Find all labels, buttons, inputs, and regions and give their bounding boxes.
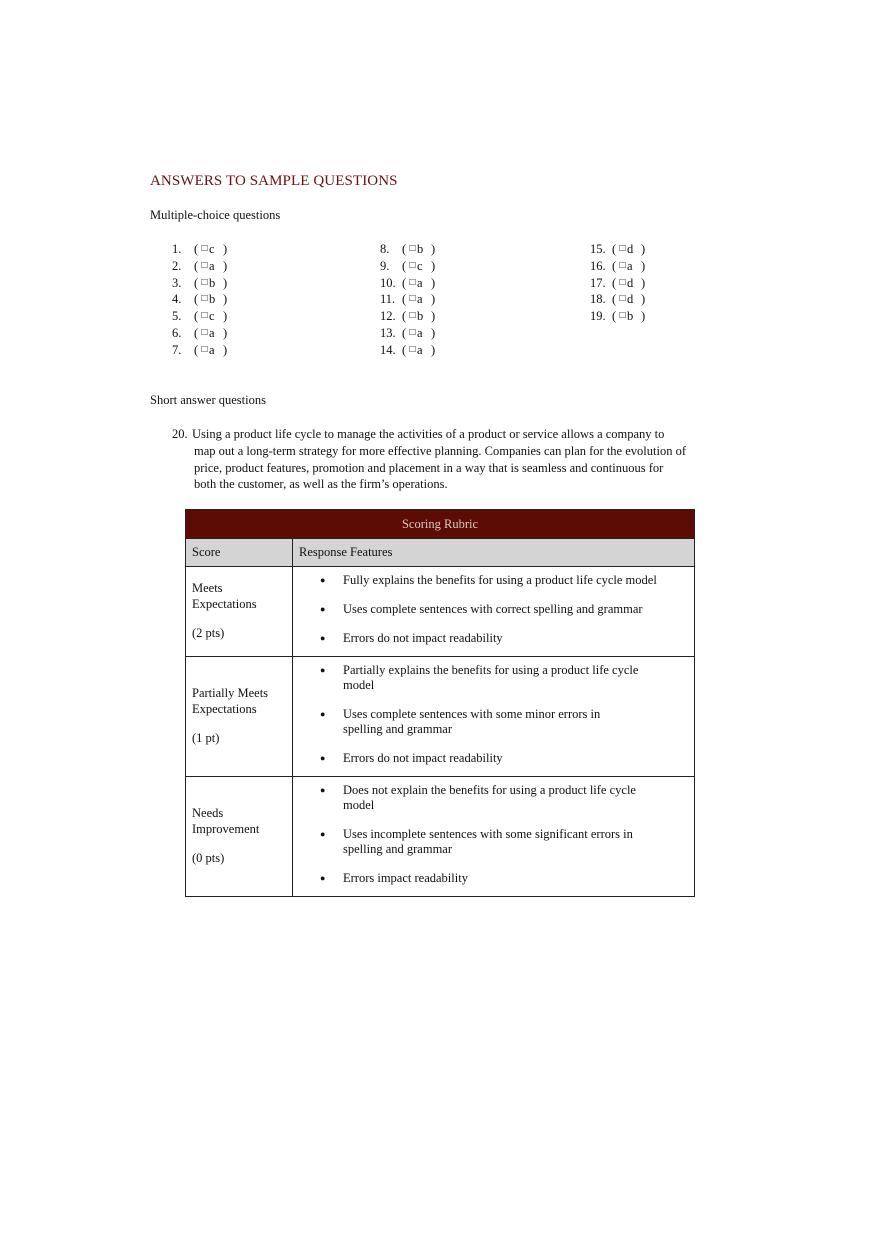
rubric-row: [186, 777, 695, 897]
features-cell: [293, 777, 695, 897]
checkbox-icon: □: [619, 293, 626, 305]
scoring-rubric-table: [185, 509, 695, 897]
paren-open: (: [194, 309, 199, 324]
answer-line: both the customer, as well as the firm’s operations.: [194, 477, 448, 492]
answer-letter: d: [627, 242, 634, 256]
question-number: 6.: [172, 325, 182, 340]
paren-open: (: [194, 342, 199, 357]
checkbox-icon: □: [409, 310, 416, 322]
paren-open: (: [194, 325, 199, 340]
paren-open: (: [402, 309, 407, 324]
checkbox-icon: □: [619, 276, 626, 288]
paren-close: ): [431, 325, 436, 340]
paren-close: ): [641, 275, 646, 290]
answer-letter: b: [627, 309, 634, 324]
feature-item: ● Uses complete sentences with some minor errors in spelling and grammar: [293, 707, 639, 737]
answer-row: [380, 275, 435, 292]
paren-close: ): [223, 292, 228, 307]
paren-open: (: [612, 242, 617, 256]
answer-letter: b: [417, 309, 424, 324]
header-score: Score: [186, 539, 293, 567]
paren-close: ): [431, 292, 436, 307]
question-number: 1.: [172, 242, 182, 256]
level-points: (1 pt): [192, 731, 220, 746]
paren-open: (: [612, 258, 617, 273]
paren-close: ): [431, 242, 436, 256]
paren-close: ): [223, 242, 228, 256]
question-number: 10.: [380, 275, 396, 290]
answers-column-3: [590, 241, 645, 325]
level-points: (2 pts): [192, 626, 225, 641]
checkbox-icon: □: [201, 243, 208, 254]
question-number: 13.: [380, 325, 396, 340]
paren-open: (: [194, 292, 199, 307]
question-number: 9.: [380, 258, 390, 273]
question-number: 12.: [380, 309, 396, 324]
checkbox-icon: □: [409, 293, 416, 305]
checkbox-icon: □: [619, 259, 626, 271]
checkbox-icon: □: [409, 326, 416, 338]
paren-open: (: [612, 275, 617, 290]
level-name: Meets: [192, 581, 223, 596]
answer-letter: a: [417, 292, 423, 307]
page-title: ANSWERS TO SAMPLE QUESTIONS: [150, 173, 398, 189]
checkbox-icon: □: [409, 343, 416, 355]
question-number: 4.: [172, 292, 182, 307]
item-number: 20.: [172, 427, 188, 441]
level-name: Improvement: [192, 821, 260, 836]
checkbox-icon: □: [201, 276, 208, 288]
paren-close: ): [641, 258, 646, 273]
paren-open: (: [612, 292, 617, 307]
answer-row: [590, 291, 645, 308]
paren-close: ): [431, 258, 436, 273]
question-number: 19.: [590, 309, 606, 324]
paren-open: (: [194, 258, 199, 273]
checkbox-icon: □: [201, 310, 208, 322]
feature-item: ● Does not explain the benefits for using a product life cycle model: [293, 783, 639, 813]
answer-line: price, product features, promotion and placement in a way that is seamless and continuous for: [194, 460, 664, 475]
answer-row: [380, 308, 435, 325]
paren-close: ): [641, 292, 646, 307]
paren-open: (: [402, 258, 407, 273]
checkbox-icon: □: [409, 243, 416, 254]
answer-letter: a: [627, 258, 633, 273]
checkbox-icon: □: [201, 326, 208, 338]
answer-row: [380, 241, 435, 258]
answer-row: [172, 291, 227, 308]
level-name: Needs: [192, 806, 224, 821]
paren-close: ): [223, 275, 228, 290]
multiple-choice-label: Multiple-choice questions: [150, 208, 281, 222]
checkbox-icon: □: [409, 259, 416, 271]
paren-close: ): [223, 342, 228, 357]
paren-close: ): [431, 275, 436, 290]
answer-letter: b: [209, 275, 216, 290]
score-level-cell: [186, 567, 293, 657]
answer-letter: c: [417, 258, 423, 273]
paren-open: (: [402, 242, 407, 256]
paren-close: ): [431, 309, 436, 324]
score-level-cell: [186, 657, 293, 777]
paren-open: (: [402, 325, 407, 340]
checkbox-icon: □: [619, 310, 626, 322]
question-number: 7.: [172, 342, 182, 357]
rubric-header-row: [186, 539, 695, 567]
checkbox-icon: □: [201, 259, 208, 271]
answer-letter: a: [209, 342, 215, 357]
short-answer-item: [172, 426, 692, 493]
answer-letter: a: [417, 342, 423, 357]
answer-row: [380, 325, 435, 342]
answer-row: [380, 258, 435, 275]
paren-close: ): [641, 309, 646, 324]
checkbox-icon: □: [409, 276, 416, 288]
answer-letter: b: [417, 242, 424, 256]
question-number: 14.: [380, 342, 396, 357]
question-number: 8.: [380, 242, 390, 256]
answer-letter: a: [209, 325, 215, 340]
answers-column-2: [380, 241, 435, 359]
answer-letter: c: [209, 309, 215, 324]
answer-row: [172, 325, 227, 342]
answer-line: Using a product life cycle to manage the activities of a product or service allows a company to: [192, 427, 665, 441]
checkbox-icon: □: [201, 343, 208, 355]
level-name: Expectations: [192, 701, 257, 716]
question-number: 2.: [172, 258, 182, 273]
features-cell: [293, 567, 695, 657]
question-number: 5.: [172, 309, 182, 324]
paren-open: (: [402, 275, 407, 290]
level-name: Expectations: [192, 596, 257, 611]
answer-line: map out a long-term strategy for more effective planning. Companies can plan for the evolution of: [194, 443, 686, 458]
feature-item: ● Errors do not impact readability: [293, 631, 686, 646]
paren-close: ): [641, 242, 646, 256]
score-level-cell: [186, 777, 293, 897]
answer-row: [172, 308, 227, 325]
level-name: Partially Meets: [192, 686, 269, 701]
answer-row: [172, 275, 227, 292]
rubric-row: [186, 567, 695, 657]
answer-row: [172, 342, 227, 359]
answer-letter: b: [209, 292, 216, 307]
answer-letter: d: [627, 275, 634, 290]
header-response-features: Response Features: [293, 539, 695, 567]
answer-letter: d: [627, 292, 634, 307]
paren-open: (: [402, 342, 407, 357]
feature-item: ● Errors impact readability: [293, 871, 639, 886]
answer-letter: a: [417, 275, 423, 290]
paren-open: (: [194, 275, 199, 290]
paren-close: ): [223, 258, 228, 273]
feature-item: ● Errors do not impact readability: [293, 751, 639, 766]
answer-row: [380, 291, 435, 308]
answer-letter: a: [417, 325, 423, 340]
answer-row: [590, 241, 645, 258]
level-points: (0 pts): [192, 851, 225, 866]
paren-close: ): [223, 325, 228, 340]
paren-open: (: [612, 309, 617, 324]
question-number: 17.: [590, 275, 606, 290]
answer-row: [590, 308, 645, 325]
paren-open: (: [402, 292, 407, 307]
answer-row: [590, 258, 645, 275]
question-number: 16.: [590, 258, 606, 273]
question-number: 11.: [380, 292, 396, 307]
paren-close: ): [223, 309, 228, 324]
question-number: 15.: [590, 242, 606, 256]
checkbox-icon: □: [619, 243, 626, 254]
answer-row: [172, 258, 227, 275]
feature-item: ● Fully explains the benefits for using a product life cycle model: [293, 573, 686, 588]
feature-item: ● Uses incomplete sentences with some significant errors in spelling and grammar: [293, 827, 639, 857]
answer-letter: a: [209, 258, 215, 273]
checkbox-icon: □: [201, 293, 208, 305]
rubric-row: [186, 657, 695, 777]
feature-item: ● Partially explains the benefits for using a product life cycle model: [293, 663, 639, 693]
answer-row: [380, 342, 435, 359]
answer-letter: c: [209, 242, 215, 256]
features-cell: [293, 657, 695, 777]
short-answer-label: Short answer questions: [150, 393, 266, 407]
feature-item: ● Uses complete sentences with correct spelling and grammar: [293, 602, 686, 617]
question-number: 18.: [590, 292, 606, 307]
rubric-title: Scoring Rubric: [186, 510, 695, 539]
answers-column-1: [172, 241, 227, 359]
paren-close: ): [431, 342, 436, 357]
answer-row: [172, 241, 227, 258]
answer-row: [590, 275, 645, 292]
question-number: 3.: [172, 275, 182, 290]
paren-open: (: [194, 242, 199, 256]
